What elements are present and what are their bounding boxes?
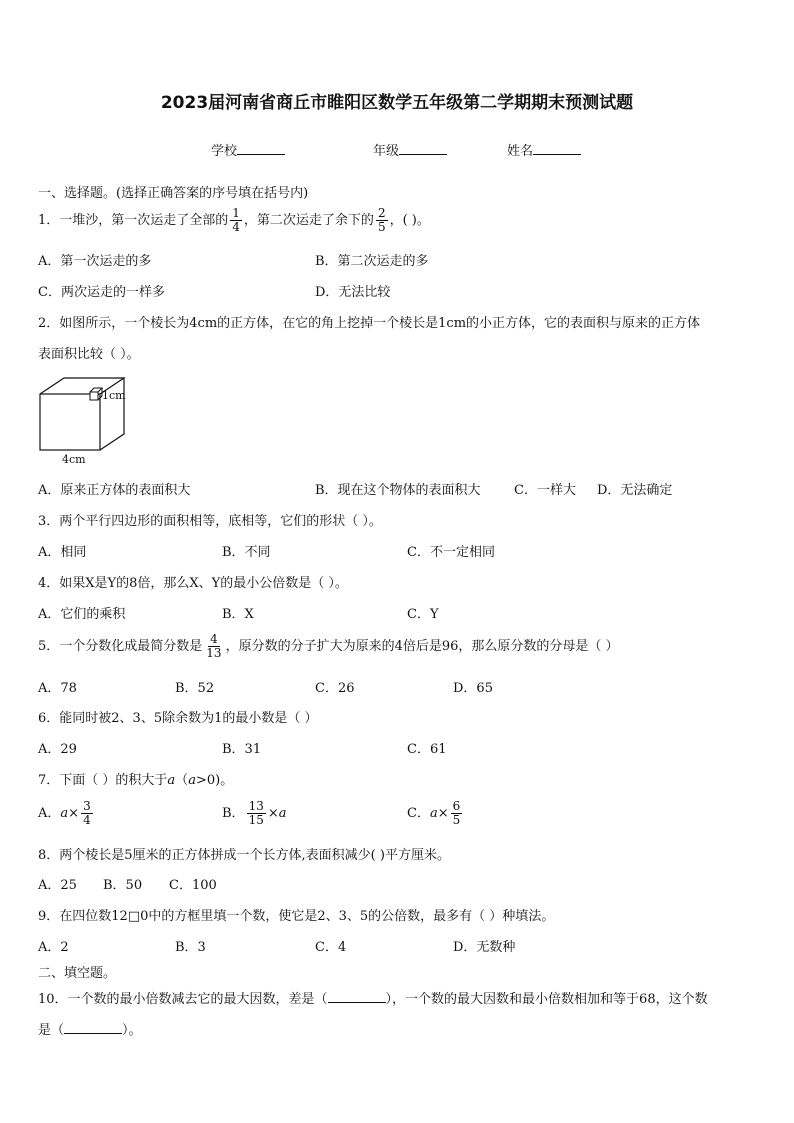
fraction-denominator: 4 — [83, 813, 91, 827]
q7-variable-2: a — [188, 773, 196, 788]
q5-text-pre: 5．一个分数化成最简分数是 — [38, 639, 203, 654]
option-variable: a — [60, 806, 69, 821]
q5-option-c[interactable]: C．26 — [315, 681, 355, 696]
fraction-numerator: 13 — [248, 799, 264, 813]
option-label: C． — [407, 806, 430, 821]
q9-option-b[interactable]: B．3 — [175, 940, 206, 955]
school-label: 学校 — [211, 144, 238, 159]
q2-option-c[interactable]: C．一样大 — [514, 483, 576, 498]
option-variable: a — [278, 806, 287, 821]
q2-line-1: 2．如图所示，一个棱长为4cm的正方体，在它的角上挖掉一个棱长是1cm的小正方体，它的表面积与原来的正方体 — [38, 316, 701, 331]
q8-option-a[interactable]: A．25 — [38, 878, 77, 893]
school-field — [211, 140, 285, 159]
q4-option-c[interactable]: C．Y — [407, 607, 439, 622]
q10-line-2 — [38, 1019, 142, 1038]
fraction-numerator: 4 — [210, 632, 218, 646]
q3-option-b[interactable]: B．不同 — [222, 545, 271, 560]
q10-text-line2-post: ）。 — [122, 1023, 142, 1038]
answer-blank[interactable] — [328, 990, 386, 1003]
q2-line-2: 表面积比较（ ）。 — [38, 347, 140, 362]
q4-option-a[interactable]: A．它们的乘积 — [38, 607, 126, 622]
q4-option-b[interactable]: B．X — [222, 607, 254, 622]
q7-option-c[interactable] — [407, 796, 464, 832]
q1-text-post: ，( )。 — [389, 213, 430, 228]
section-heading-choice: 一、选择题。(选择正确答案的序号填在括号内) — [38, 186, 309, 201]
name-blank — [533, 142, 581, 155]
q4-text: 4．如果X是Y的8倍，那么X、Y的最小公倍数是（ ）。 — [38, 576, 348, 591]
multiply-sign: × — [437, 806, 449, 821]
q1-fraction-1 — [230, 207, 242, 234]
fraction-numerator: 1 — [232, 206, 240, 220]
q1-text-mid: ，第二次运走了余下的 — [243, 213, 374, 228]
grade-field — [373, 140, 447, 159]
q5-option-a[interactable]: A．78 — [38, 681, 77, 696]
q10-line-1 — [38, 988, 708, 1007]
q6-text: 6．能同时被2、3、5除余数为1的最小数是（ ） — [38, 711, 318, 726]
q5-text-post: ，原分数的分子扩大为原来的4倍后是96，那么原分数的分母是（ ） — [225, 639, 619, 654]
q7-text-pre: 7．下面（ ）的积大于 — [38, 773, 168, 788]
question-1 — [38, 206, 430, 236]
fraction-denominator: 15 — [248, 813, 264, 827]
question-5 — [38, 632, 619, 662]
fraction-denominator: 13 — [206, 646, 222, 660]
cube-small-edge-label: 1cm — [102, 389, 126, 402]
q2-option-a[interactable]: A．原来正方体的表面积大 — [38, 483, 191, 498]
fraction-numerator: 6 — [452, 799, 461, 813]
q10-text-pre: 10．一个数的最小倍数减去它的最大因数，差是（ — [38, 992, 328, 1007]
page-title: 2023届河南省商丘市睢阳区数学五年级第二学期期末预测试题 — [160, 93, 634, 113]
q6-option-c[interactable]: C．61 — [407, 742, 447, 757]
grade-blank — [399, 142, 447, 155]
q6-option-a[interactable]: A．29 — [38, 742, 77, 757]
q7-text — [38, 769, 233, 788]
cube-figure — [36, 372, 136, 470]
q1-fraction-2 — [376, 207, 388, 234]
name-label: 姓名 — [507, 144, 534, 159]
q10-text-line2-pre: 是（ — [38, 1023, 65, 1038]
cube-edge-label: 4cm — [62, 453, 86, 466]
multiply-sign: × — [68, 806, 80, 821]
q1-option-d[interactable]: D．无法比较 — [315, 285, 391, 300]
section-heading-fill: 二、填空题。 — [38, 966, 117, 981]
option-fraction — [81, 800, 93, 827]
multiply-sign: × — [267, 806, 279, 821]
q3-option-a[interactable]: A．相同 — [38, 545, 87, 560]
fraction-denominator: 4 — [232, 220, 240, 234]
option-fraction — [247, 800, 266, 827]
q2-option-b[interactable]: B．现在这个物体的表面积大 — [315, 483, 481, 498]
q8-option-b[interactable]: B．50 — [103, 878, 143, 893]
fraction-denominator: 5 — [452, 813, 461, 827]
q7-text-mid: （ — [175, 773, 189, 788]
q5-option-b[interactable]: B．52 — [175, 681, 215, 696]
option-label: B． — [222, 806, 245, 821]
q1-option-a[interactable]: A．第一次运走的多 — [38, 254, 152, 269]
q7-option-b[interactable] — [222, 796, 287, 832]
q8-option-c[interactable]: C．100 — [169, 878, 217, 893]
option-variable: a — [429, 806, 438, 821]
q7-option-a[interactable] — [38, 796, 95, 832]
q1-option-c[interactable]: C．两次运走的一样多 — [38, 285, 165, 300]
q5-option-d[interactable]: D．65 — [453, 681, 493, 696]
q2-option-d[interactable]: D．无法确定 — [597, 483, 673, 498]
q9-text: 9．在四位数12□0中的方框里填一个数，使它是2、3、5的公倍数，最多有（ ）种填法。 — [38, 909, 555, 924]
q5-fraction — [204, 633, 223, 660]
q3-option-c[interactable]: C．不一定相同 — [407, 545, 495, 560]
q9-option-c[interactable]: C．4 — [315, 940, 347, 955]
q1-text-pre: 1．一堆沙，第一次运走了全部的 — [38, 213, 229, 228]
q7-variable: a — [167, 773, 176, 788]
option-fraction — [451, 800, 463, 827]
name-field — [507, 140, 581, 159]
q9-option-d[interactable]: D．无数种 — [453, 940, 516, 955]
option-label: A． — [38, 806, 61, 821]
fraction-numerator: 3 — [83, 799, 91, 813]
q8-text: 8．两个棱长是5厘米的正方体拼成一个长方体,表面积减少( )平方厘米。 — [38, 848, 450, 863]
fraction-denominator: 5 — [377, 220, 386, 234]
q6-option-b[interactable]: B．31 — [222, 742, 262, 757]
q3-text: 3．两个平行四边形的面积相等，底相等，它们的形状（ ）。 — [38, 514, 382, 529]
fraction-numerator: 2 — [377, 206, 386, 220]
grade-label: 年级 — [373, 144, 400, 159]
q9-option-a[interactable]: A．2 — [38, 940, 69, 955]
answer-blank[interactable] — [64, 1021, 122, 1034]
q1-option-b[interactable]: B．第二次运走的多 — [315, 254, 429, 269]
school-blank — [237, 142, 285, 155]
q10-text-mid: ），一个数的最大因数和最小倍数相加和等于68，这个数 — [385, 992, 708, 1007]
q7-text-post: >0)。 — [195, 773, 234, 788]
